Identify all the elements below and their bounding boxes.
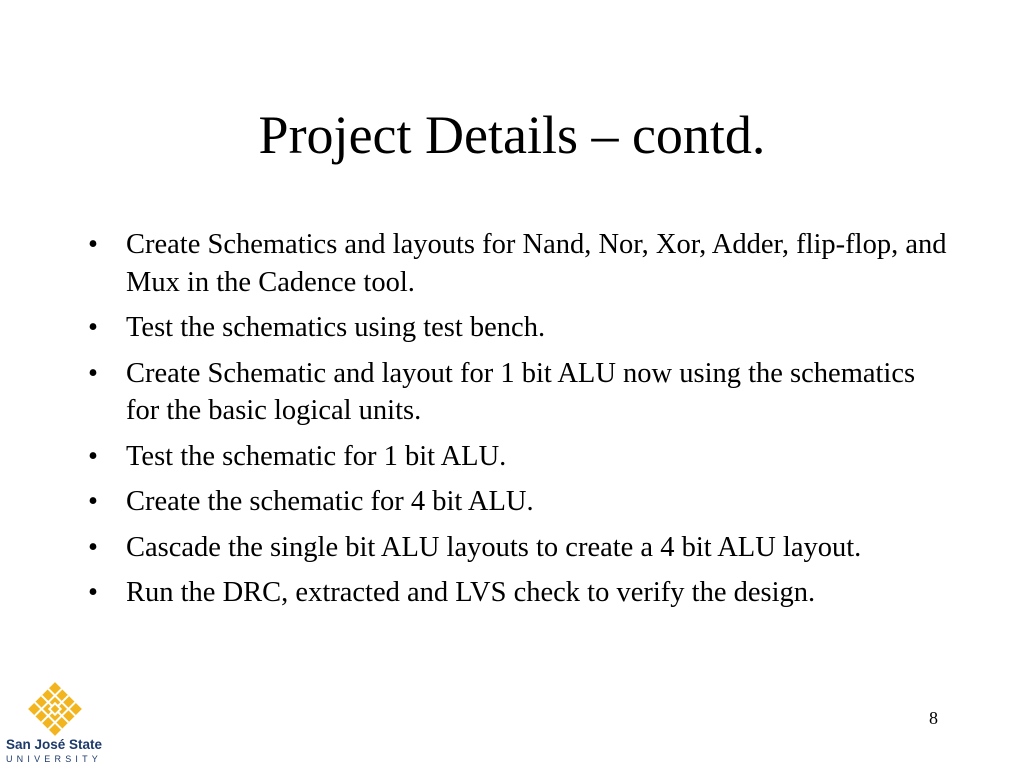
bullet-text: Test the schematics using test bench. [126, 312, 546, 343]
bullet-item [88, 529, 948, 567]
bullet-marker: • [88, 440, 98, 472]
bullet-text: Cascade the single bit ALU layouts to create a 4 bit ALU layout. [126, 531, 862, 563]
bullet-text: Run the DRC, extracted and LVS check to verify the design. [126, 577, 816, 608]
page-number: 8 [929, 708, 938, 728]
bullet-marker: • [88, 486, 98, 517]
bullet-marker: • [88, 531, 98, 563]
bullet-list [88, 226, 948, 620]
bullet-marker: • [88, 577, 98, 608]
logo-name: San José State [5, 737, 103, 752]
bullet-item [88, 574, 948, 612]
bullet-text: Create Schematics and layouts for Nand, Nor, Xor, Adder, flip-flop, and Mux in the Cadence tool. [126, 229, 947, 298]
bullet-marker: • [88, 229, 98, 260]
sjsu-seal-icon [28, 682, 82, 736]
bullet-item [88, 226, 948, 301]
bullet-text: Create Schematic and layout for 1 bit ALU now using the schematics for the basic logical units. [126, 357, 916, 426]
bullet-item [88, 483, 948, 521]
bullet-item [88, 438, 948, 476]
logo-subtitle: UNIVERSITY [5, 754, 102, 764]
bullet-item [88, 355, 948, 430]
bullet-marker: • [88, 312, 98, 343]
university-logo [4, 682, 104, 766]
bullet-item [88, 309, 948, 347]
bullet-marker: • [88, 357, 98, 389]
bullet-text: Create the schematic for 4 bit ALU. [126, 486, 534, 517]
bullet-text: Test the schematic for 1 bit ALU. [126, 440, 507, 472]
slide-title: Project Details – contd. [258, 105, 766, 165]
